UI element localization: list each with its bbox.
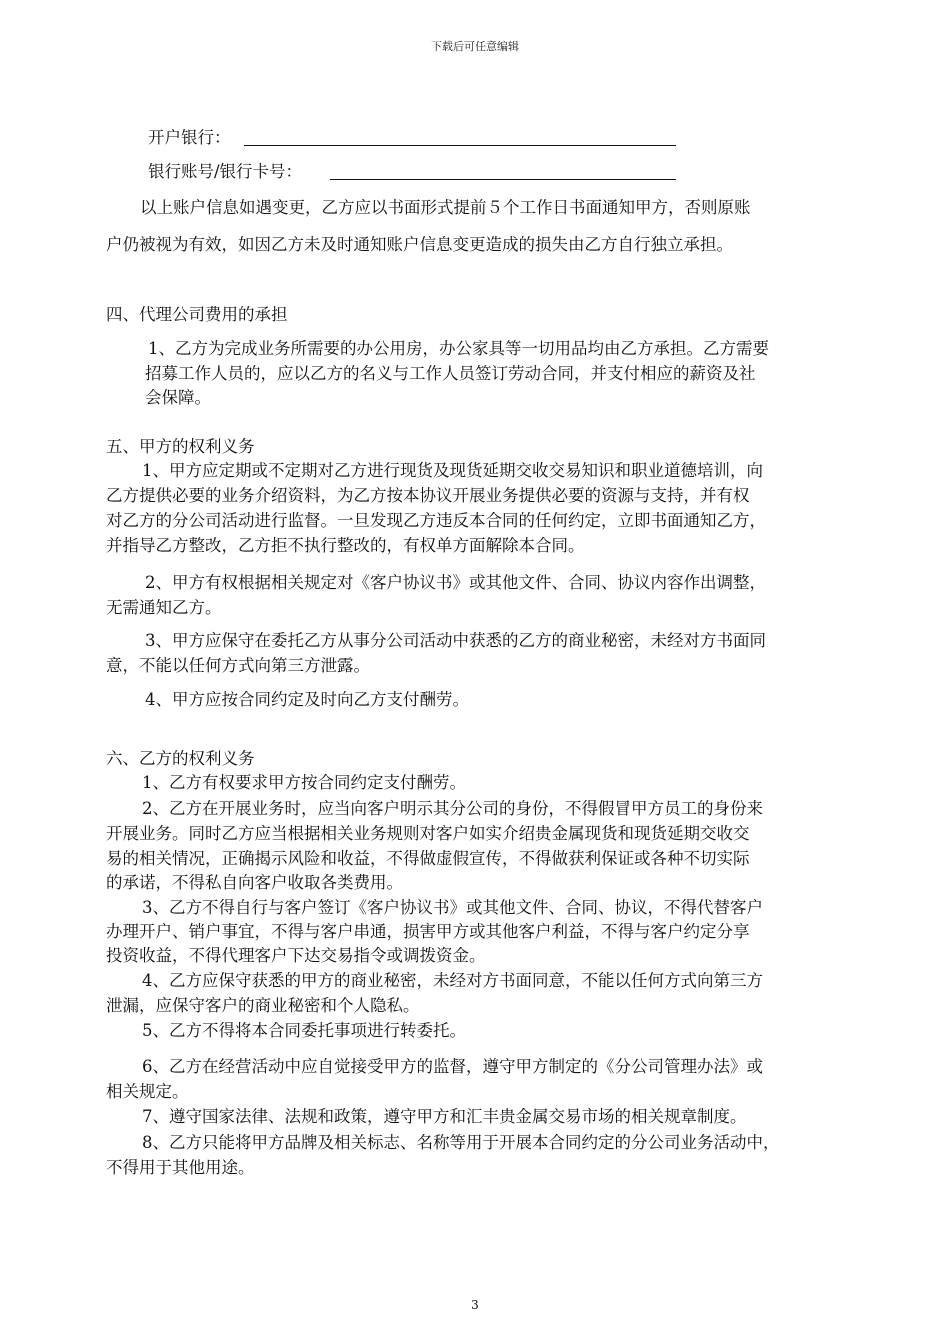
section-6-clause-4-line: 泄漏，应保守客户的商业秘密和个人隐私。 — [106, 996, 420, 1015]
section-6-clause-3-line: 办理开户、销户事宜，不得与客户串通，损害甲方或其他客户利益，不得与客户约定分享 — [106, 922, 750, 941]
section-5-clause-2-line: 无需通知乙方。 — [106, 598, 222, 617]
card-number-label: 银行账号/银行卡号： — [148, 162, 303, 181]
section-5-clause-1-line: 1、甲方应定期或不定期对乙方进行现货及现货延期交收交易知识和职业道德培训，向 — [142, 461, 763, 480]
section-6-clause-1-line: 1、乙方有权要求甲方按合同约定支付酬劳。 — [142, 773, 466, 792]
section-5-clause-3-line: 意，不能以任何方式向第三方泄露。 — [106, 656, 370, 675]
section-6-clause-6-line: 6、乙方在经营活动中应自觉接受甲方的监督，遵守甲方制定的《分公司管理办法》或 — [142, 1057, 763, 1076]
section-6-clause-2-line: 易的相关情况，正确揭示风险和收益，不得做虚假宣传，不得做获利保证或各种不切实际 — [106, 849, 750, 868]
page-number: 3 — [471, 1298, 479, 1312]
section-6-clause-2-line: 的承诺，不得私自向客户收取各类费用。 — [106, 873, 403, 892]
section-5-clause-1-line: 乙方提供必要的业务介绍资料，为乙方按本协议开展业务提供必要的资源与支持，并有权 — [106, 486, 750, 505]
section-5-clause-3-line: 3、甲方应保守在委托乙方从事分公司活动中获悉的乙方的商业秘密，未经对方书面同 — [145, 631, 766, 650]
section-6-clause-2-line: 开展业务。同时乙方应当根据相关业务规则对客户如实介绍贵金属现货和现货延期交收交 — [106, 824, 750, 843]
account-notice-line: 以上账户信息如遇变更，乙方应以书面形式提前５个工作日书面通知甲方，否则原账 — [140, 198, 751, 217]
section-4-clause-1-line: 会保障。 — [145, 388, 211, 407]
section-5-clause-4-line: 4、甲方应按合同约定及时向乙方支付酬劳。 — [145, 690, 469, 709]
section-6-clause-7-line: 7、遵守国家法律、法规和政策，遵守甲方和汇丰贵金属交易市场的相关规章制度。 — [142, 1107, 747, 1126]
section-4-clause-1-line: 招募工作人员的，应以乙方的名义与工作人员签订劳动合同，并支付相应的薪资及社 — [145, 364, 756, 383]
section-6-clause-8-line: 8、乙方只能将甲方品牌及相关标志、名称等用于开展本合同约定的分公司业务活动中， — [142, 1133, 780, 1152]
bank-blank-line — [244, 145, 676, 146]
section-6-clause-3-line: 投资收益，不得代理客户下达交易指令或调拨资金。 — [106, 946, 486, 965]
section-6-clause-4-line: 4、乙方应保守获悉的甲方的商业秘密，未经对方书面同意，不能以任何方式向第三方 — [142, 971, 763, 990]
page-header: 下载后可任意编辑 — [431, 40, 519, 53]
section-6-title: 六、乙方的权利义务 — [106, 749, 255, 768]
section-6-clause-2-line: 2、乙方在开展业务时，应当向客户明示其分公司的身份，不得假冒甲方员工的身份来 — [142, 799, 763, 818]
card-number-blank-line — [330, 179, 676, 180]
section-5-clause-2-line: 2、甲方有权根据相关规定对《客户协议书》或其他文件、合同、协议内容作出调整， — [145, 573, 766, 592]
section-6-clause-5-line: 5、乙方不得将本合同委托事项进行转委托。 — [142, 1021, 466, 1040]
section-4-clause-1-line: 1、乙方为完成业务所需要的办公用房，办公家具等一切用品均由乙方承担。乙方需要 — [148, 339, 769, 358]
account-notice-line: 户仍被视为有效，如因乙方未及时通知账户信息变更造成的损失由乙方自行独立承担。 — [106, 235, 733, 254]
section-4-title: 四、代理公司费用的承担 — [106, 305, 288, 324]
section-6-clause-6-line: 相关规定。 — [106, 1082, 189, 1101]
section-5-clause-1-line: 对乙方的分公司活动进行监督。一旦发现乙方违反本合同的任何约定，立即书面通知乙方， — [106, 511, 766, 530]
section-6-clause-8-line: 不得用于其他用途。 — [106, 1158, 255, 1177]
section-5-title: 五、甲方的权利义务 — [106, 437, 255, 456]
section-6-clause-3-line: 3、乙方不得自行与客户签订《客户协议书》或其他文件、合同、协议，不得代替客户 — [142, 898, 763, 917]
bank-label: 开户银行： — [148, 128, 231, 147]
section-5-clause-1-line: 并指导乙方整改，乙方拒不执行整改的，有权单方面解除本合同。 — [106, 536, 585, 555]
